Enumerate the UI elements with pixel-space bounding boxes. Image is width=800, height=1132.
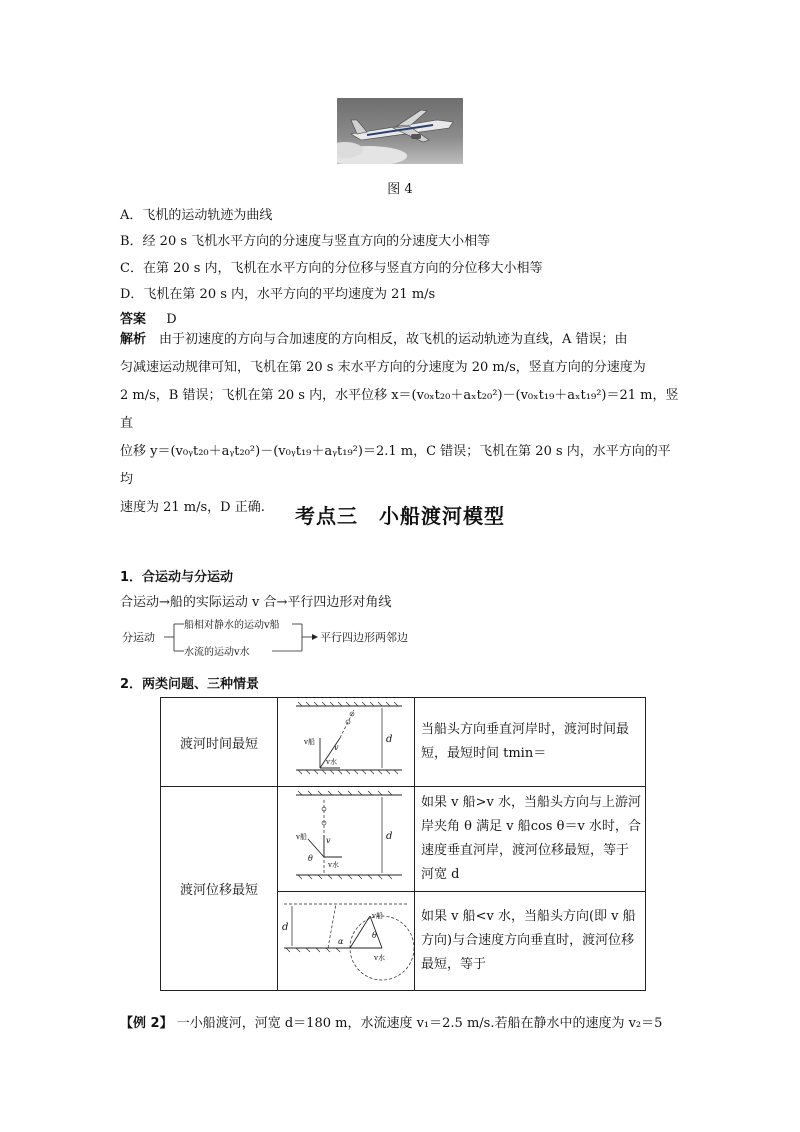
answer-line: [120, 308, 177, 327]
svg-text:d: d: [386, 734, 393, 745]
svg-text:v: v: [326, 836, 331, 845]
svg-text:v船: v船: [372, 912, 383, 920]
table-row: [161, 698, 646, 787]
displacement-diagram-b: [278, 892, 414, 986]
analysis-text-1: 由于初速度的方向与合加速度的方向相反，故飞机的运动轨迹为直线，A 错误；由: [159, 332, 628, 347]
svg-text:v水: v水: [374, 954, 385, 962]
part2-heading: 2．两类问题、三种情景: [120, 677, 260, 692]
analysis-line-1: [120, 326, 680, 354]
example-tag: 【例 2】: [120, 1016, 173, 1031]
svg-text:v: v: [334, 743, 339, 752]
option-d: D．飞机在第 20 s 内，水平方向的平均速度为 21 m/s: [120, 287, 436, 302]
svg-text:d: d: [282, 922, 289, 933]
answer-value: D: [166, 312, 177, 327]
svg-text:d: d: [386, 831, 393, 842]
analysis-line-5: 速度为 21 m/s，D 正确.: [120, 500, 265, 515]
river-crossing-table: [160, 697, 646, 991]
diagram-right-label: 平行四边形两邻边: [320, 631, 408, 644]
option-c: C．在第 20 s 内，飞机在水平方向的分位移与竖直方向的分位移大小相等: [120, 261, 543, 276]
text-cell-displacement-b: 如果 v 船<v 水，当船头方向(即 v 船方向)与合速度方向垂直时，渡河位移最短，等于: [415, 892, 646, 991]
arrow-right-icon: [312, 634, 318, 640]
airplane-photo: [337, 98, 463, 164]
section-title: 考点三 小船渡河模型: [295, 504, 505, 528]
analysis-block: [120, 326, 680, 522]
shortest-time-diagram: [278, 698, 414, 782]
motion-decomposition-diagram: [120, 614, 460, 662]
diagram-top-label: 船相对静水的运动v船: [184, 620, 280, 631]
text-cell-time: 当船头方向垂直河岸时，渡河时间最短，最短时间 tmin＝: [415, 698, 646, 787]
analysis-line-3: 2 m/s，B 错误；飞机在第 20 s 内，水平位移 x＝(v₀ₓt₂₀＋aₓt₂₀²)－(v₀ₓt₁₉＋aₓt₁₉²)＝21 m，竖直: [120, 388, 679, 431]
part1-line: 合运动→船的实际运动 v 合→平行四边形对角线: [120, 595, 392, 610]
row-label-shortest-time: 渡河时间最短: [161, 698, 278, 787]
table-row: [161, 787, 646, 892]
svg-text:α: α: [338, 937, 344, 946]
svg-text:θ: θ: [372, 931, 377, 940]
example-text: 一小船渡河，河宽 d＝180 m，水流速度 v₁＝2.5 m/s.若船在静水中的速度为 v₂＝5: [176, 1016, 663, 1031]
svg-text:v水: v水: [328, 861, 339, 869]
svg-text:v船: v船: [296, 833, 307, 841]
option-a: A．飞机的运动轨迹为曲线: [120, 208, 273, 223]
svg-text:v船: v船: [304, 738, 315, 746]
diagram-cell-time: [278, 698, 415, 787]
row-label-shortest-displacement: 渡河位移最短: [161, 787, 278, 991]
analysis-line-2: 匀减速运动规律可知，飞机在第 20 s 末水平方向的分速度为 20 m/s，竖直方向的分速度为: [120, 360, 646, 375]
answer-label: 答案: [120, 312, 147, 327]
svg-text:v水: v水: [326, 758, 337, 766]
text-cell-displacement-a: 如果 v 船>v 水，当船头方向与上游河岸夹角 θ 满足 v 船cos θ＝v 水时，合速度垂直河岸，渡河位移最短，等于河宽 d: [415, 787, 646, 892]
svg-text:θ: θ: [308, 854, 313, 863]
diagram-cell-displacement-a: [278, 787, 415, 892]
displacement-diagram-a: [278, 787, 414, 887]
example-2: [120, 1012, 662, 1031]
diagram-cell-displacement-b: [278, 892, 415, 991]
diagram-bottom-label: 水流的运动v水: [184, 647, 250, 658]
analysis-label: 解析: [120, 332, 147, 347]
figure-caption: 图 4: [387, 182, 413, 197]
part1-heading: 1．合运动与分运动: [120, 570, 234, 585]
diagram-left-label: 分运动: [122, 631, 155, 644]
analysis-line-4: 位移 y＝(v₀ᵧt₂₀＋aᵧt₂₀²)－(v₀ᵧt₁₉＋aᵧt₁₉²)＝2.1 m，C 错误；飞机在第 20 s 内，水平方向的平均: [120, 444, 671, 487]
option-b: B．经 20 s 飞机水平方向的分速度与竖直方向的分速度大小相等: [120, 234, 491, 249]
